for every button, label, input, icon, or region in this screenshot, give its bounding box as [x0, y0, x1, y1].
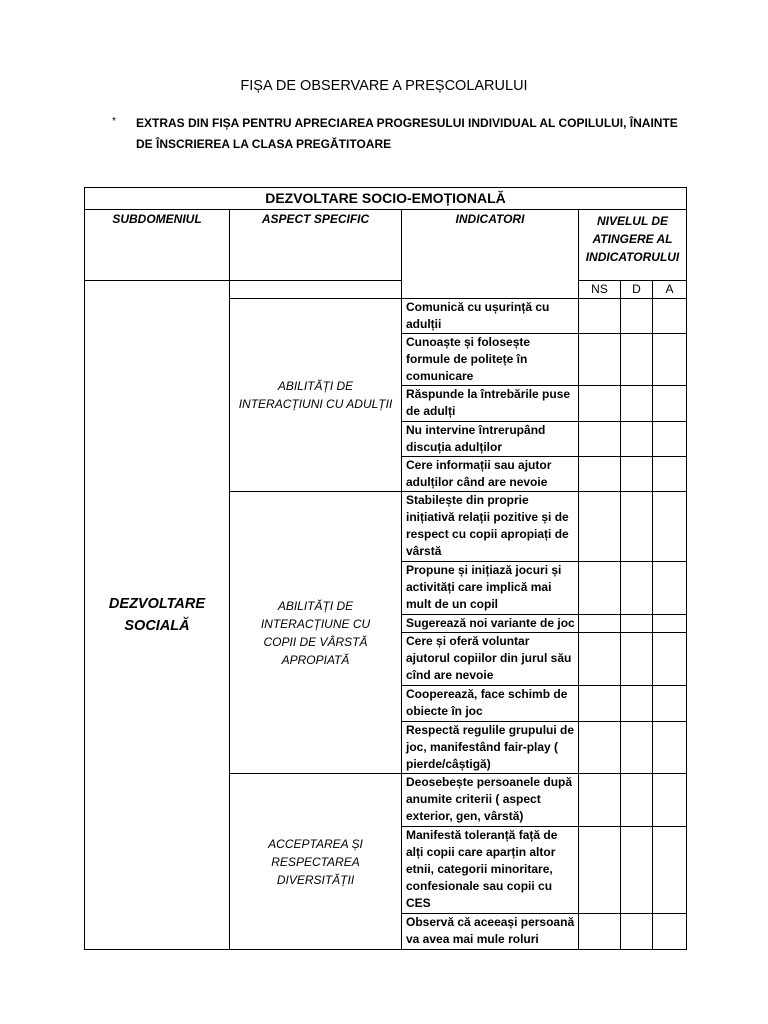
a-check-cell[interactable] — [653, 386, 687, 422]
level-a-header: A — [653, 281, 687, 299]
a-check-cell[interactable] — [653, 562, 687, 615]
header-aspect: ASPECT SPECIFIC — [230, 210, 402, 281]
level-ns-header: NS — [579, 281, 621, 299]
ns-check-cell[interactable] — [579, 422, 621, 457]
ns-check-cell[interactable] — [579, 334, 621, 386]
ns-check-cell[interactable] — [579, 386, 621, 422]
indicator-cell: Cere și oferă voluntar ajutorul copiilor din jurul său cînd are nevoie — [402, 633, 579, 686]
d-check-cell[interactable] — [621, 562, 653, 615]
d-check-cell[interactable] — [621, 492, 653, 562]
ns-check-cell[interactable] — [579, 827, 621, 914]
d-check-cell[interactable] — [621, 615, 653, 633]
a-check-cell[interactable] — [653, 774, 687, 827]
a-check-cell[interactable] — [653, 722, 687, 774]
level-d-header: D — [621, 281, 653, 299]
header-indicators: INDICATORI — [402, 210, 579, 299]
d-check-cell[interactable] — [621, 386, 653, 422]
d-check-cell[interactable] — [621, 722, 653, 774]
d-check-cell[interactable] — [621, 774, 653, 827]
a-check-cell[interactable] — [653, 633, 687, 686]
d-check-cell[interactable] — [621, 334, 653, 386]
ns-check-cell[interactable] — [579, 774, 621, 827]
aspect-spacer — [230, 281, 402, 299]
indicator-cell: Răspunde la întrebările puse de adulți — [402, 386, 579, 422]
d-check-cell[interactable] — [621, 686, 653, 722]
a-check-cell[interactable] — [653, 492, 687, 562]
ns-check-cell[interactable] — [579, 299, 621, 334]
indicator-cell: Respectă regulile grupului de joc, manifestând fair-play ( pierde/câștigă) — [402, 722, 579, 774]
ns-check-cell[interactable] — [579, 492, 621, 562]
document-title: FIȘA DE OBSERVARE A PREȘCOLARULUI — [240, 78, 528, 94]
subdomain-cell: DEZVOLTARE SOCIALĂ — [85, 281, 230, 950]
bullet-icon: * — [112, 116, 116, 127]
a-check-cell[interactable] — [653, 334, 687, 386]
ns-check-cell[interactable] — [579, 722, 621, 774]
a-check-cell[interactable] — [653, 457, 687, 492]
d-check-cell[interactable] — [621, 457, 653, 492]
a-check-cell[interactable] — [653, 914, 687, 950]
ns-check-cell[interactable] — [579, 457, 621, 492]
aspect-adults: ABILITĂȚI DE INTERACȚIUNI CU ADULȚII — [230, 299, 402, 492]
aspect-diversity: ACCEPTAREA ȘI RESPECTAREA DIVERSITĂȚII — [230, 774, 402, 950]
header-level: NIVELUL DE ATINGERE AL INDICATORULUI — [579, 210, 687, 281]
ns-check-cell[interactable] — [579, 615, 621, 633]
a-check-cell[interactable] — [653, 686, 687, 722]
indicator-cell: Manifestă toleranță față de alți copii care aparțin altor etnii, categorii minoritare, confesionale sau copii cu CES — [402, 827, 579, 914]
d-check-cell[interactable] — [621, 633, 653, 686]
d-check-cell[interactable] — [621, 914, 653, 950]
d-check-cell[interactable] — [621, 422, 653, 457]
ns-check-cell[interactable] — [579, 914, 621, 950]
d-check-cell[interactable] — [621, 827, 653, 914]
domain-header: DEZVOLTARE SOCIO-EMOȚIONALĂ — [85, 188, 687, 210]
indicator-cell: Deosebește persoanele după anumite criterii ( aspect exterior, gen, vârstă) — [402, 774, 579, 827]
indicator-cell: Sugerează noi variante de joc — [402, 615, 579, 633]
indicator-cell: Cunoaște și folosește formule de politețe în comunicare — [402, 334, 579, 386]
indicator-cell: Propune și inițiază jocuri și activități care implică mai mult de un copil — [402, 562, 579, 615]
ns-check-cell[interactable] — [579, 686, 621, 722]
indicator-cell: Cooperează, face schimb de obiecte în joc — [402, 686, 579, 722]
ns-check-cell[interactable] — [579, 562, 621, 615]
document-subtitle: EXTRAS DIN FIȘA PENTRU APRECIAREA PROGRESULUI INDIVIDUAL AL COPILULUI, ÎNAINTE DE ÎNSCRIEREA LA CLASA PREGĂTITOARE — [136, 116, 678, 151]
a-check-cell[interactable] — [653, 422, 687, 457]
a-check-cell[interactable] — [653, 615, 687, 633]
d-check-cell[interactable] — [621, 299, 653, 334]
a-check-cell[interactable] — [653, 827, 687, 914]
indicator-cell: Nu intervine întrerupând discuția adulților — [402, 422, 579, 457]
header-subdomain: SUBDOMENIUL — [85, 210, 230, 281]
observation-table — [84, 187, 687, 950]
indicator-cell: Observă că aceeași persoană va avea mai mule roluri — [402, 914, 579, 950]
aspect-peers: ABILITĂȚI DE INTERACȚIUNE CU COPII DE VÂRSTĂ APROPIATĂ — [230, 492, 402, 774]
a-check-cell[interactable] — [653, 299, 687, 334]
indicator-cell: Stabilește din proprie inițiativă relații pozitive și de respect cu copii apropiați de vârstă — [402, 492, 579, 562]
ns-check-cell[interactable] — [579, 633, 621, 686]
indicator-cell: Cere informații sau ajutor adulților când are nevoie — [402, 457, 579, 492]
indicator-cell: Comunică cu ușurință cu adulții — [402, 299, 579, 334]
